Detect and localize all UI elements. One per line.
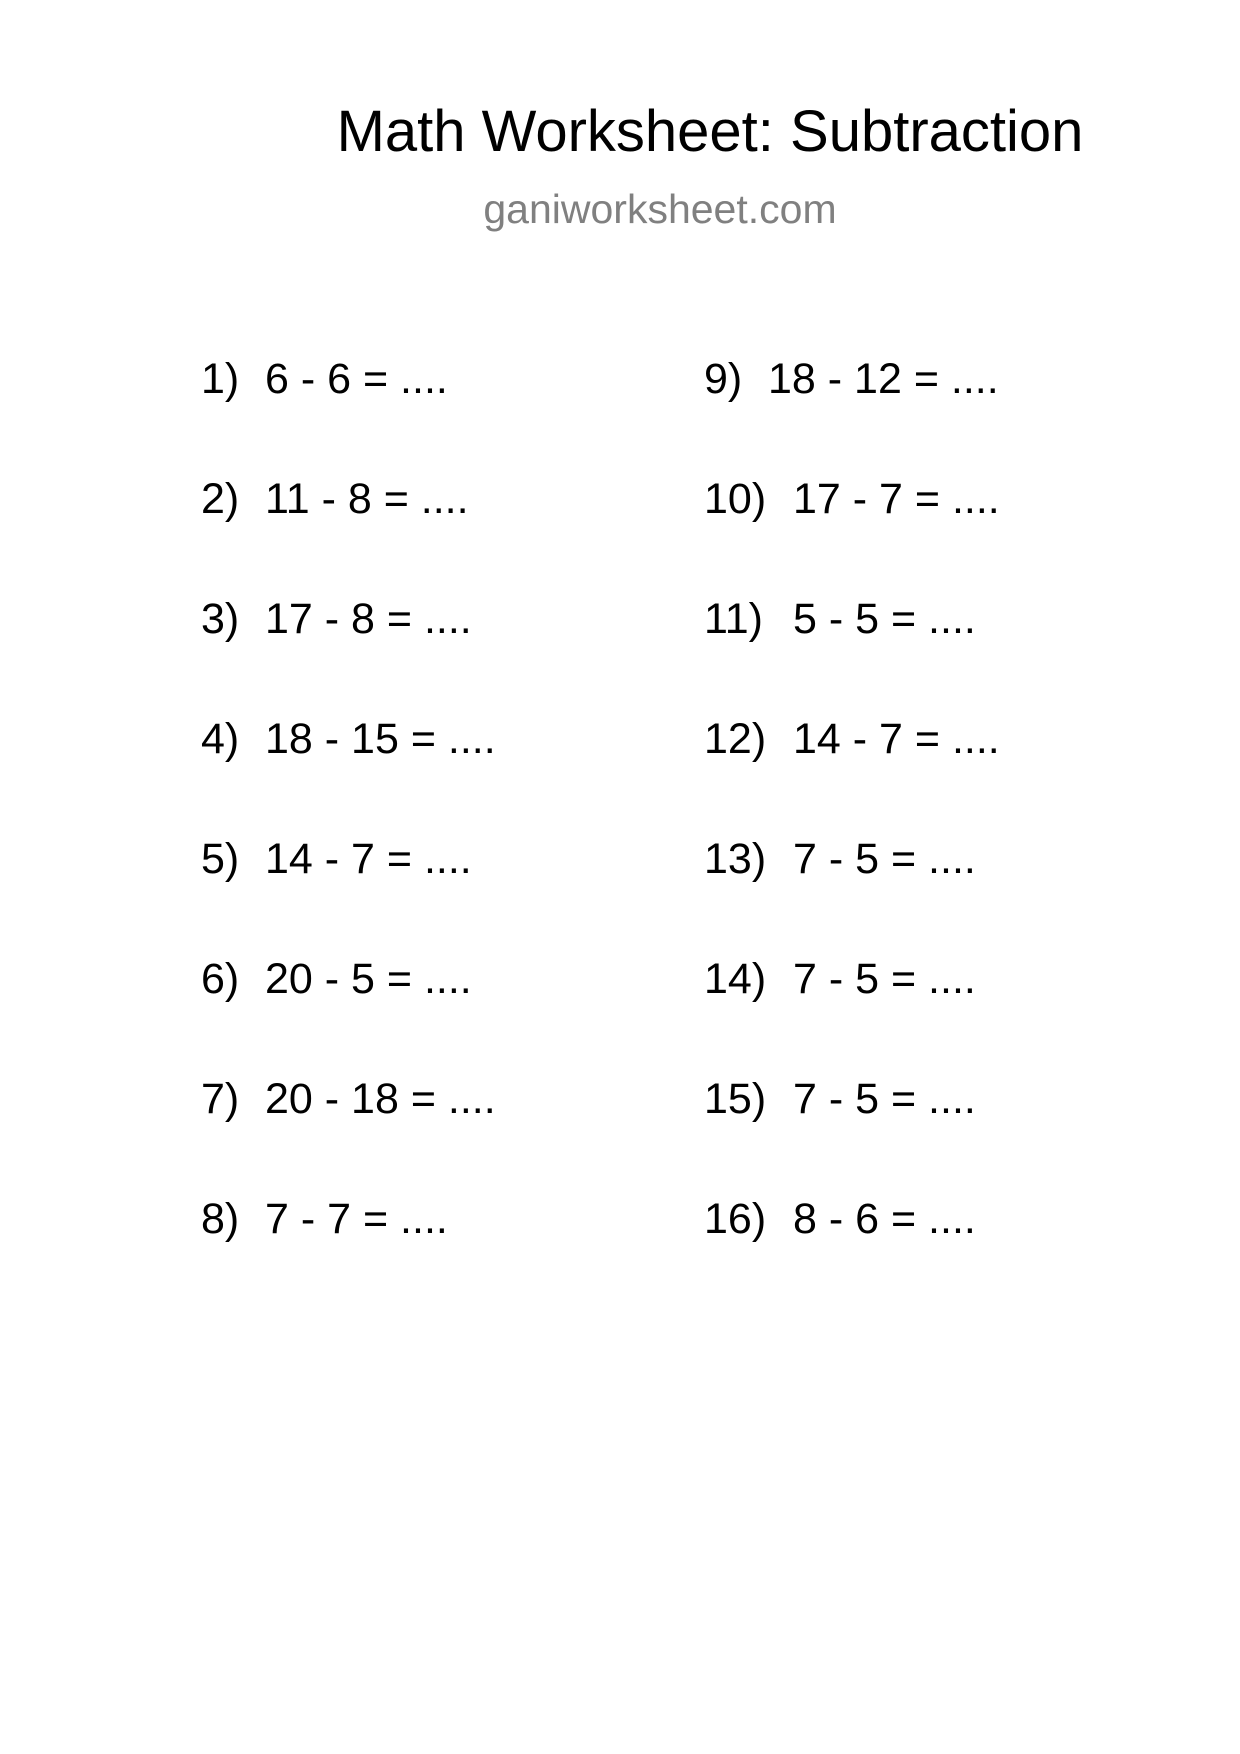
problem-number: 7) [201,1075,240,1123]
problem-item [704,589,1000,709]
problem-item [704,949,1000,1069]
problem-number: 1) [201,355,240,403]
problem-number: 9) [704,355,743,403]
problem-expression: 20 - 5 = .... [265,955,472,1003]
problem-item [704,829,1000,949]
problem-item [201,1189,496,1309]
problems-right-column [704,349,1000,1309]
problem-item [704,1069,1000,1189]
problem-item [704,469,1000,589]
problem-item [704,1189,1000,1309]
page-title: Math Worksheet: Subtraction [336,99,1084,164]
problem-expression: 7 - 7 = .... [265,1195,448,1243]
problem-number: 5) [201,835,240,883]
problem-expression: 8 - 6 = .... [793,1195,976,1243]
site-name: ganiworksheet.com [483,186,837,232]
problem-number: 3) [201,595,240,643]
problem-expression: 14 - 7 = .... [265,835,472,883]
problem-number: 14) [704,955,767,1003]
problem-expression: 7 - 5 = .... [793,1075,976,1123]
problem-expression: 6 - 6 = .... [265,355,448,403]
problem-number: 10) [704,475,767,523]
problem-expression: 14 - 7 = .... [793,715,1000,763]
problem-expression: 11 - 8 = .... [265,475,469,523]
problem-expression: 17 - 7 = .... [793,475,1000,523]
problem-number: 8) [201,1195,240,1243]
problem-expression: 17 - 8 = .... [265,595,472,643]
problem-number: 13) [704,835,767,883]
problem-item [201,709,496,829]
problem-number: 11) [704,595,763,643]
problem-number: 15) [704,1075,767,1123]
problem-item [201,349,496,469]
problem-item [704,349,1000,469]
problem-item [201,469,496,589]
problem-item [201,829,496,949]
problem-expression: 20 - 18 = .... [265,1075,496,1123]
problem-number: 12) [704,715,767,763]
problem-item [201,949,496,1069]
problem-expression: 18 - 12 = .... [768,355,999,403]
problem-number: 16) [704,1195,767,1243]
problem-number: 2) [201,475,240,523]
problem-number: 4) [201,715,240,763]
problem-expression: 18 - 15 = .... [265,715,496,763]
problems-left-column [201,349,496,1309]
problem-expression: 5 - 5 = .... [793,595,976,643]
problem-number: 6) [201,955,240,1003]
problem-item [201,589,496,709]
problem-item [201,1069,496,1189]
problem-expression: 7 - 5 = .... [793,955,976,1003]
problem-item [704,709,1000,829]
problem-expression: 7 - 5 = .... [793,835,976,883]
